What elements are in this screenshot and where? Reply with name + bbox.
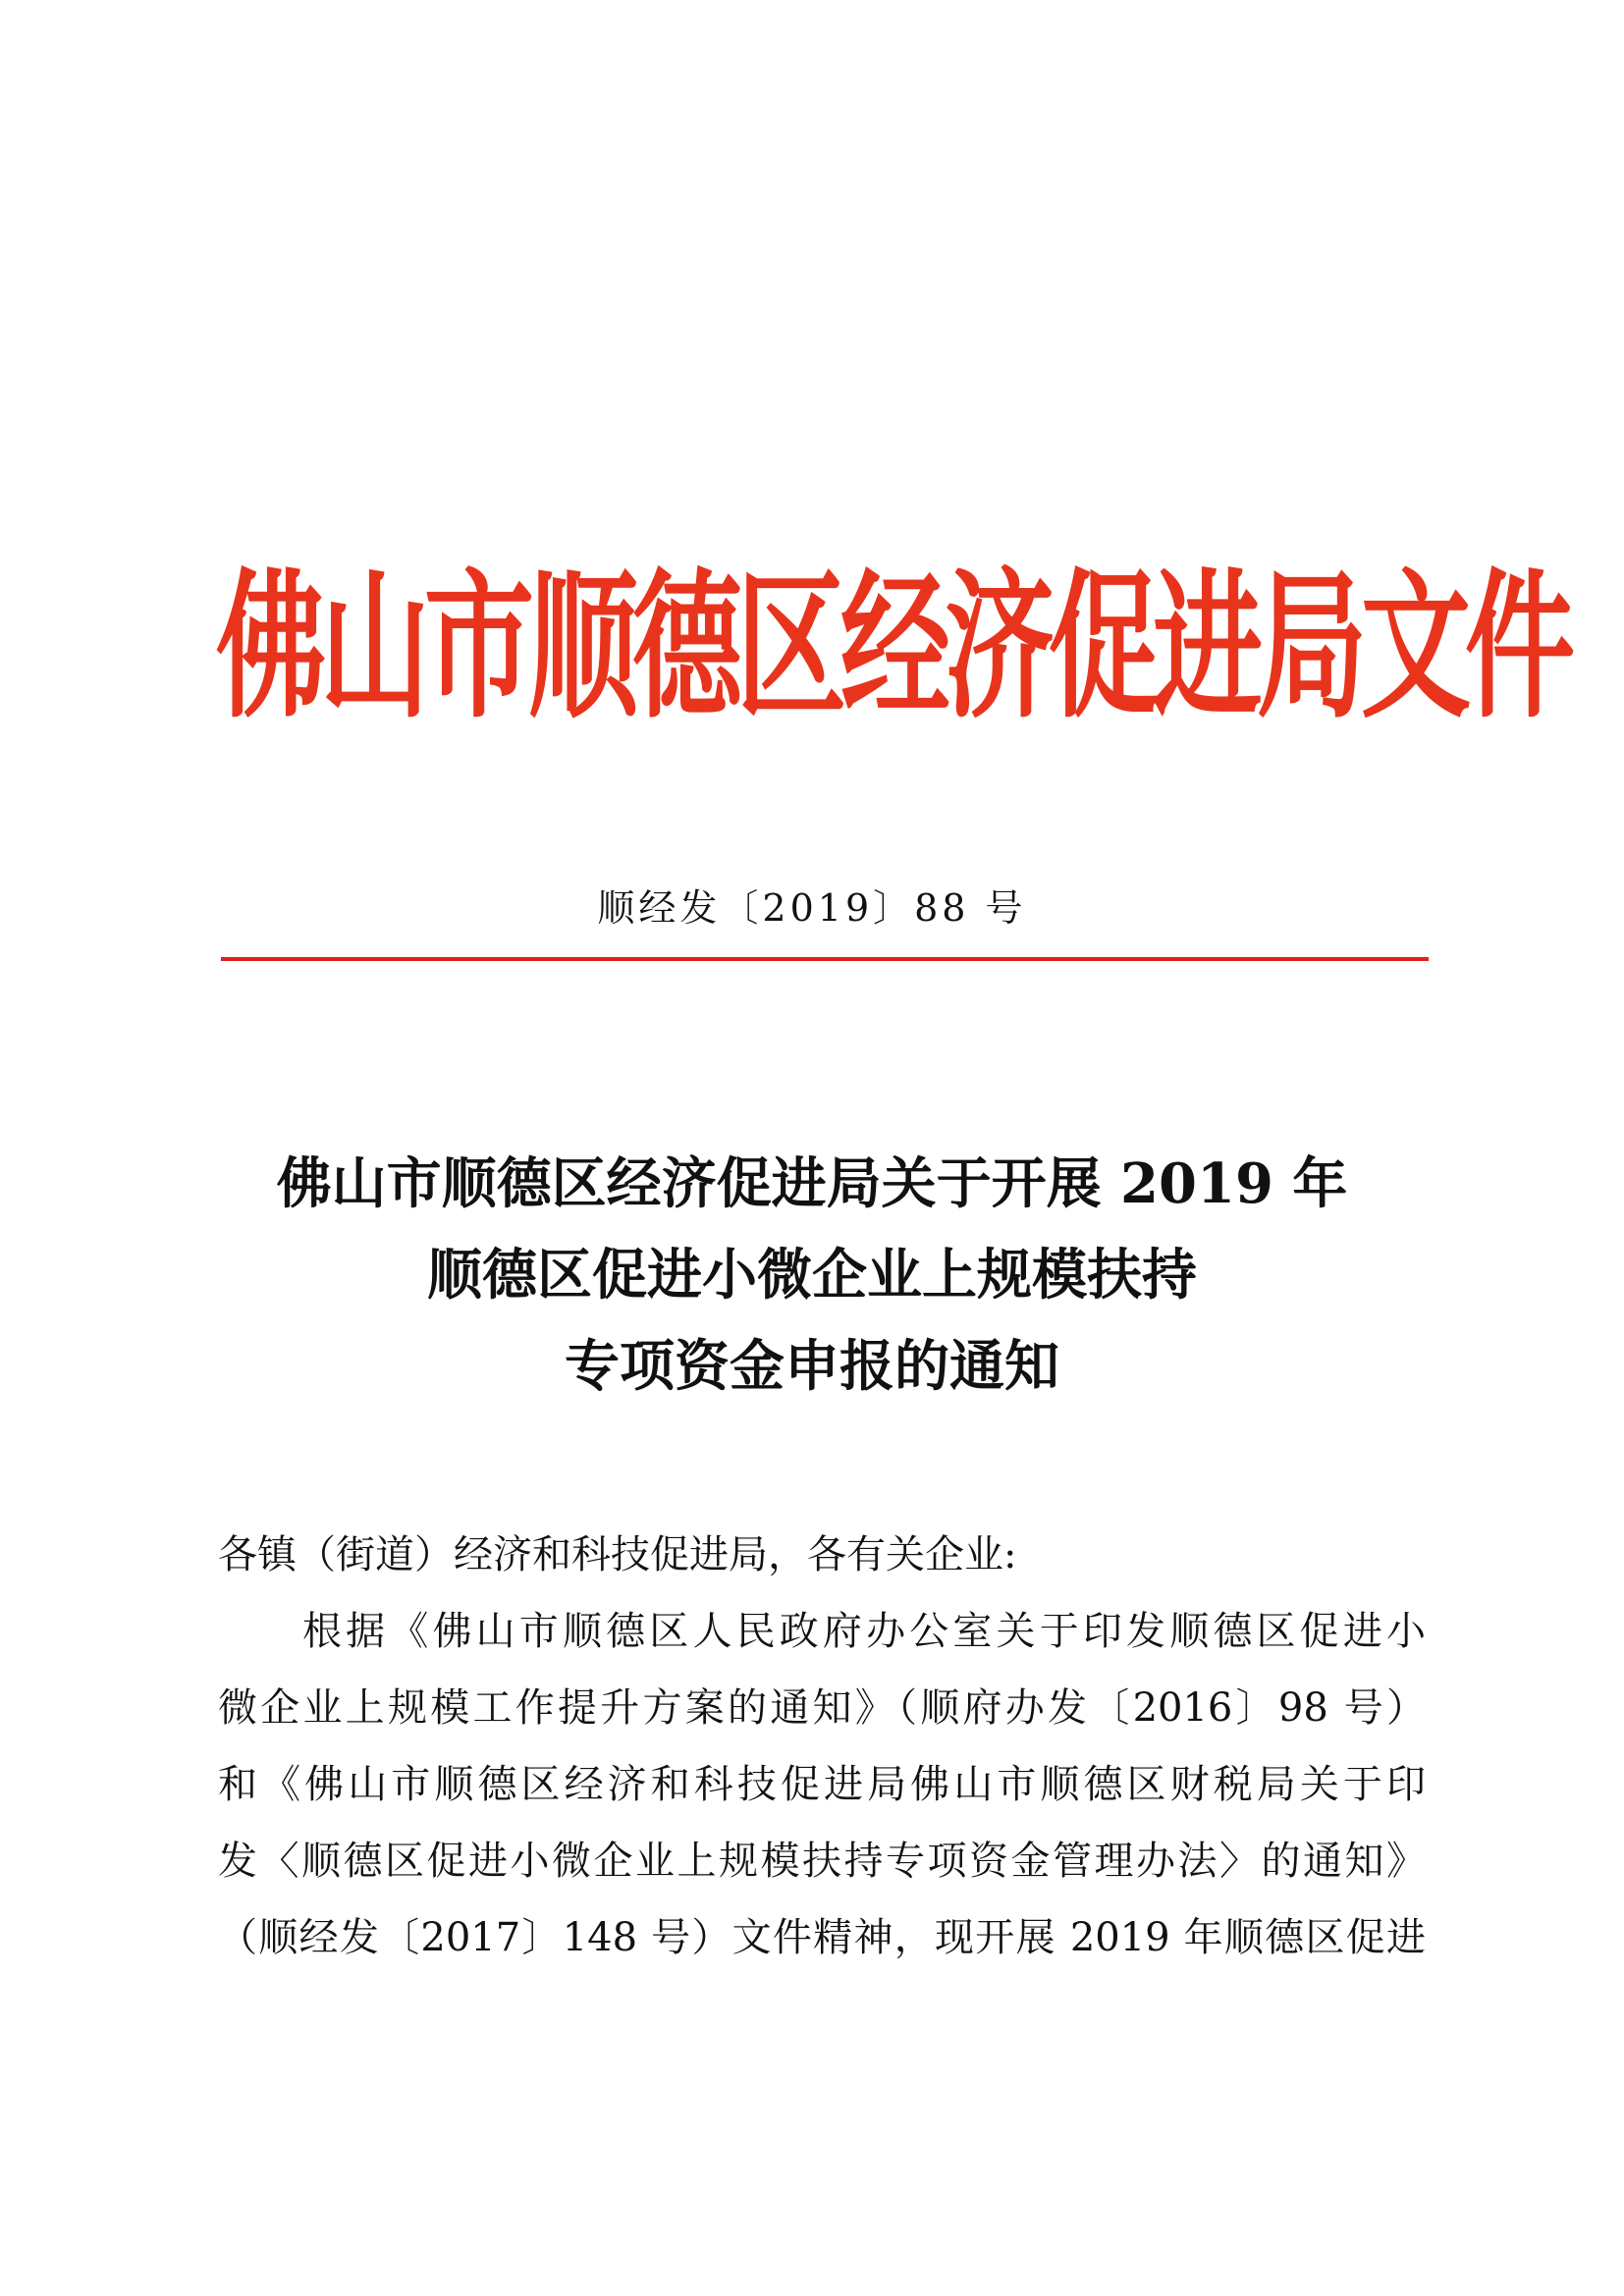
body-line-4: 发〈顺德区促进小微企业上规模扶持专项资金管理办法〉的通知》 <box>218 1839 1426 1884</box>
body-line-1: 根据《佛山市顺德区人民政府办公室关于印发顺德区促进小 <box>302 1609 1426 1654</box>
title-line-3: 专项资金申报的通知 <box>565 1334 1059 1399</box>
salutation: 各镇（街道）经济和科技促进局，各有关企业: <box>218 1532 1017 1577</box>
title-line-1: 佛山市顺德区经济促进局关于开展 2019 年 <box>276 1151 1348 1216</box>
body-line-5: （顺经发〔2017〕148 号）文件精神，现开展 2019 年顺德区促进 <box>218 1915 1426 1960</box>
body-line-3: 和《佛山市顺德区经济和科技促进局佛山市顺德区财税局关于印 <box>218 1762 1426 1807</box>
body-line-2: 微企业上规模工作提升方案的通知》（顺府办发〔2016〕98 号） <box>218 1685 1426 1731</box>
document-number: 顺经发〔2019〕88 号 <box>597 886 1027 930</box>
title-line-2: 顺德区促进小微企业上规模扶持 <box>427 1243 1197 1308</box>
document-title <box>196 1139 1428 1413</box>
red-separator-line <box>221 957 1429 961</box>
red-masthead: 佛山市顺德区经济促进局文件 <box>216 555 1569 741</box>
document-body <box>218 1517 1426 1976</box>
